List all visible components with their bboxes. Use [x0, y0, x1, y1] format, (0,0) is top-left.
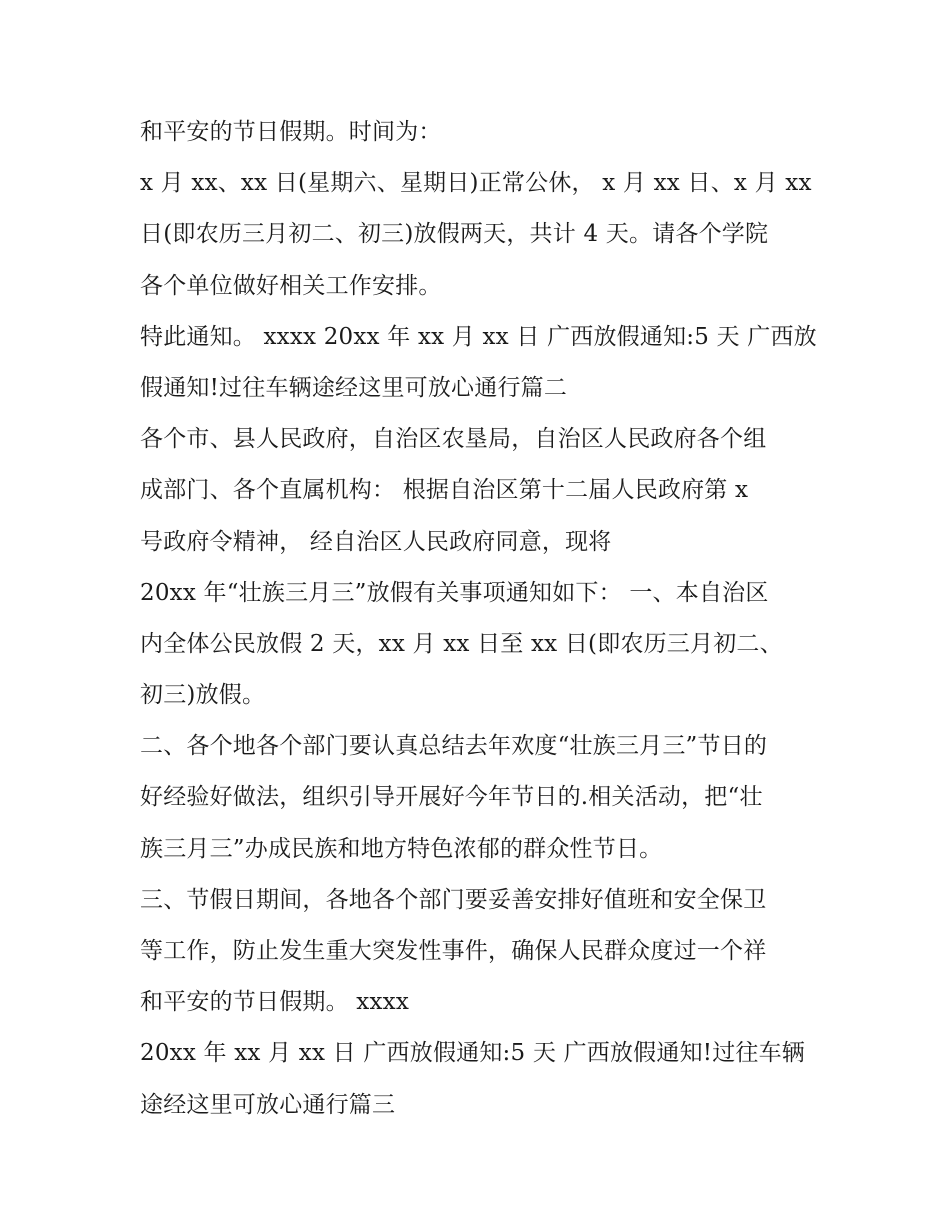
text-line: 特此通知。 xxxx 20xx 年 xx 月 xx 日 广西放假通知:5 天 广西放 [140, 323, 817, 350]
text-line: 途经这里可放心通行篇三 [140, 1091, 396, 1118]
text-line: 各个市、县人民政府，自治区农垦局，自治区人民政府各个组 [140, 426, 767, 453]
text-line: 20xx 年“壮族三月三”放假有关事项通知如下： 一、本自治区 [140, 579, 769, 606]
text-line: 成部门、各个直属机构： 根据自治区第十二届人民政府第 x [140, 477, 749, 504]
text-line: 好经验好做法，组织引导开展好今年节日的.相关活动，把“壮 [140, 784, 763, 811]
text-line: 等工作，防止发生重大突发性事件，确保人民群众度过一个祥 [140, 938, 767, 964]
text-line: 二、各个地各个部门要认真总结去年欢度“壮族三月三”节日的 [140, 733, 768, 760]
text-line: 族三月三”办成民族和地方特色浓郁的群众性节日。 [140, 835, 663, 862]
text-line: 内全体公民放假 2 天，xx 月 xx 日至 xx 日(即农历三月初二、 [140, 630, 783, 657]
text-line: 号政府令精神， 经自治区人民政府同意，现将 [140, 528, 612, 555]
text-line: 三、节假日期间，各地各个部门要妥善安排好值班和安全保卫 [140, 886, 767, 913]
text-line: 和平安的节日假期。 xxxx [140, 989, 409, 1016]
text-line: 日(即农历三月初二、初三)放假两天，共计 4 天。请各个学院 [140, 221, 769, 248]
document-body [140, 107, 830, 1131]
text-line: 和平安的节日假期。时间为： [140, 119, 442, 145]
text-line: 初三)放假。 [140, 682, 266, 709]
text-line: 假通知!过往车辆途经这里可放心通行篇二 [140, 374, 568, 401]
text-line: x 月 xx、xx 日(星期六、星期日)正常公休， x 月 xx 日、x 月 xx [140, 170, 812, 197]
text-line: 20xx 年 xx 月 xx 日 广西放假通知:5 天 广西放假通知!过往车辆 [140, 1040, 806, 1067]
text-line: 各个单位做好相关工作安排。 [140, 272, 442, 299]
